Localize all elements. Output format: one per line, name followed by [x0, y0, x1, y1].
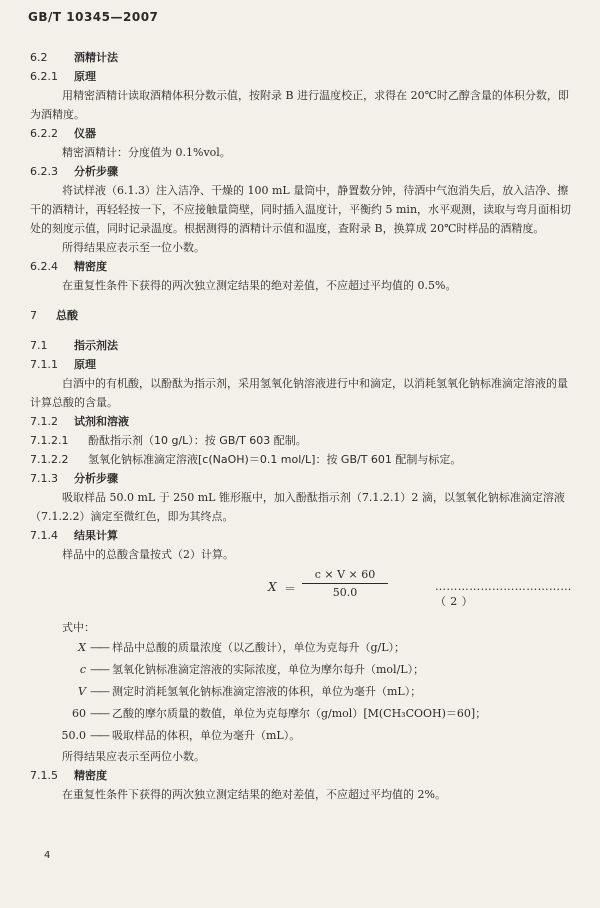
formula-number: ………………………………（ 2 ） [435, 580, 572, 608]
formula-lhs: X [268, 580, 277, 594]
section-heading [30, 412, 576, 431]
variable-symbol: V [78, 685, 86, 698]
section-title: 分析步骤 [74, 165, 118, 178]
section-title: 原理 [74, 358, 96, 371]
section-heading [30, 469, 576, 488]
section-title: 酒精计法 [74, 51, 118, 64]
clause-item [30, 431, 576, 450]
section-heading [30, 355, 576, 374]
section-title: 原理 [74, 70, 96, 83]
section-number: 6.2 [30, 51, 48, 64]
variable-symbol: 50.0 [61, 729, 86, 742]
section-number: 7.1.3 [30, 472, 58, 485]
section-number: 7.1 [30, 339, 48, 352]
paragraph: 用精密酒精计读取酒精体积分数示值，按附录 B 进行温度校正，求得在 20℃时乙醇含量的体积分数，即为酒精度。 [30, 89, 569, 121]
section-title: 精密度 [74, 260, 107, 273]
sections-before-formula [30, 48, 576, 564]
definition-item [30, 637, 576, 659]
formula-numerator: c × V × 60 [302, 568, 388, 584]
formula-fraction [302, 568, 388, 599]
section-heading [30, 124, 576, 143]
section-number: 7 [30, 309, 37, 322]
section-heading [30, 336, 576, 355]
formula-equals: ＝ [284, 582, 297, 596]
section-number: 7.1.1 [30, 358, 58, 371]
section-number: 6.2.1 [30, 70, 58, 83]
section-number: 7.1.5 [30, 769, 58, 782]
variable-symbol: X [78, 641, 86, 654]
definition-dash: —— [90, 729, 108, 742]
section-title: 精密度 [74, 769, 107, 782]
section-number: 7.1.2 [30, 415, 58, 428]
section-number: 6.2.2 [30, 127, 58, 140]
variable-description: 吸取样品的体积，单位为毫升（mL）。 [112, 729, 301, 742]
section-number: 7.1.2.1 [30, 434, 69, 447]
formula-denominator: 50.0 [332, 586, 358, 599]
variable-definitions [30, 637, 576, 747]
paragraph: 样品中的总酸含量按式（2）计算。 [62, 548, 234, 561]
paragraph: 吸取样品 50.0 mL 于 250 mL 锥形瓶中，加入酚酞指示剂（7.1.2.1）2 滴，以氢氧化钠标准滴定溶液（7.1.2.2）滴定至微红色，即为其终点。 [30, 491, 565, 523]
paragraph: 所得结果应表示至一位小数。 [62, 241, 205, 254]
section-number: 6.2.4 [30, 260, 58, 273]
section-title: 仪器 [74, 127, 96, 140]
section-title: 氢氧化钠标准滴定溶液[c(NaOH)＝0.1 mol/L]：按 GB/T 601 配制与标定。 [88, 453, 462, 466]
section-heading [30, 48, 576, 67]
section-title: 结果计算 [74, 529, 118, 542]
spacer [30, 295, 576, 306]
where-label: 式中： [62, 621, 95, 634]
section-heading [30, 67, 576, 86]
formula-2 [30, 566, 576, 610]
variable-description: 测定时消耗氢氧化钠标准滴定溶液的体积，单位为毫升（mL）； [112, 685, 422, 698]
paragraph: 精密酒精计：分度值为 0.1%vol。 [62, 146, 231, 159]
section-title: 指示剂法 [74, 339, 118, 352]
paragraph: 将试样液（6.1.3）注入洁净、干燥的 100 mL 量筒中，静置数分钟，待酒中气泡消失后，放入洁净、擦干的酒精计，再轻轻按一下，不应接触量筒壁，同时插入温度计，平衡约 5 min，水平观测，读取与弯月面相切处的刻度示值，同时记录温度。根据测得的酒精计示值和温度，查附录 B，换算成 20℃时样品的酒精度。 [30, 184, 572, 235]
section-title: 总酸 [56, 309, 78, 322]
section-title: 试剂和溶液 [74, 415, 129, 428]
variable-description: 氢氧化钠标准滴定溶液的实际浓度，单位为摩尔每升（mol/L）； [112, 663, 425, 676]
definition-item [30, 725, 576, 747]
paragraph: 在重复性条件下获得的两次独立测定结果的绝对差值，不应超过平均值的 2%。 [62, 788, 446, 801]
definition-item [30, 681, 576, 703]
section-heading [30, 162, 576, 181]
definition-dash: —— [90, 707, 108, 720]
definition-dash: —— [90, 685, 108, 698]
section-title: 酚酞指示剂（10 g/L）：按 GB/T 603 配制。 [88, 434, 307, 447]
standard-code: GB/T 10345—2007 [28, 10, 159, 24]
paragraph: 在重复性条件下获得的两次独立测定结果的绝对差值，不应超过平均值的 0.5%。 [62, 279, 457, 292]
definition-item [30, 659, 576, 681]
variable-description: 样品中总酸的质量浓度（以乙酸计），单位为克每升（g/L）； [112, 641, 406, 654]
definition-dash: —— [90, 663, 108, 676]
section-title: 分析步骤 [74, 472, 118, 485]
paragraph: 所得结果应表示至两位小数。 [62, 750, 205, 763]
definition-item [30, 703, 576, 725]
section-number: 7.1.4 [30, 529, 58, 542]
spacer [30, 325, 576, 336]
section-heading [30, 526, 576, 545]
clause-item [30, 450, 576, 469]
variable-description: 乙酸的摩尔质量的数值，单位为克每摩尔（g/mol）[M(CH₃COOH)＝60]； [112, 707, 487, 720]
section-heading [30, 306, 576, 325]
section-heading [30, 766, 576, 785]
section-heading [30, 257, 576, 276]
paragraph: 白酒中的有机酸，以酚酞为指示剂，采用氢氧化钠溶液进行中和滴定，以消耗氢氧化钠标准滴定溶液的量计算总酸的含量。 [30, 377, 568, 409]
section-number: 6.2.3 [30, 165, 58, 178]
page-number: 4 [44, 850, 51, 861]
sections-after-formula [30, 747, 576, 804]
document-body [30, 48, 576, 804]
variable-symbol: c [79, 663, 86, 676]
definition-dash: —— [90, 641, 108, 654]
section-number: 7.1.2.2 [30, 453, 69, 466]
variable-symbol: 60 [72, 707, 86, 720]
